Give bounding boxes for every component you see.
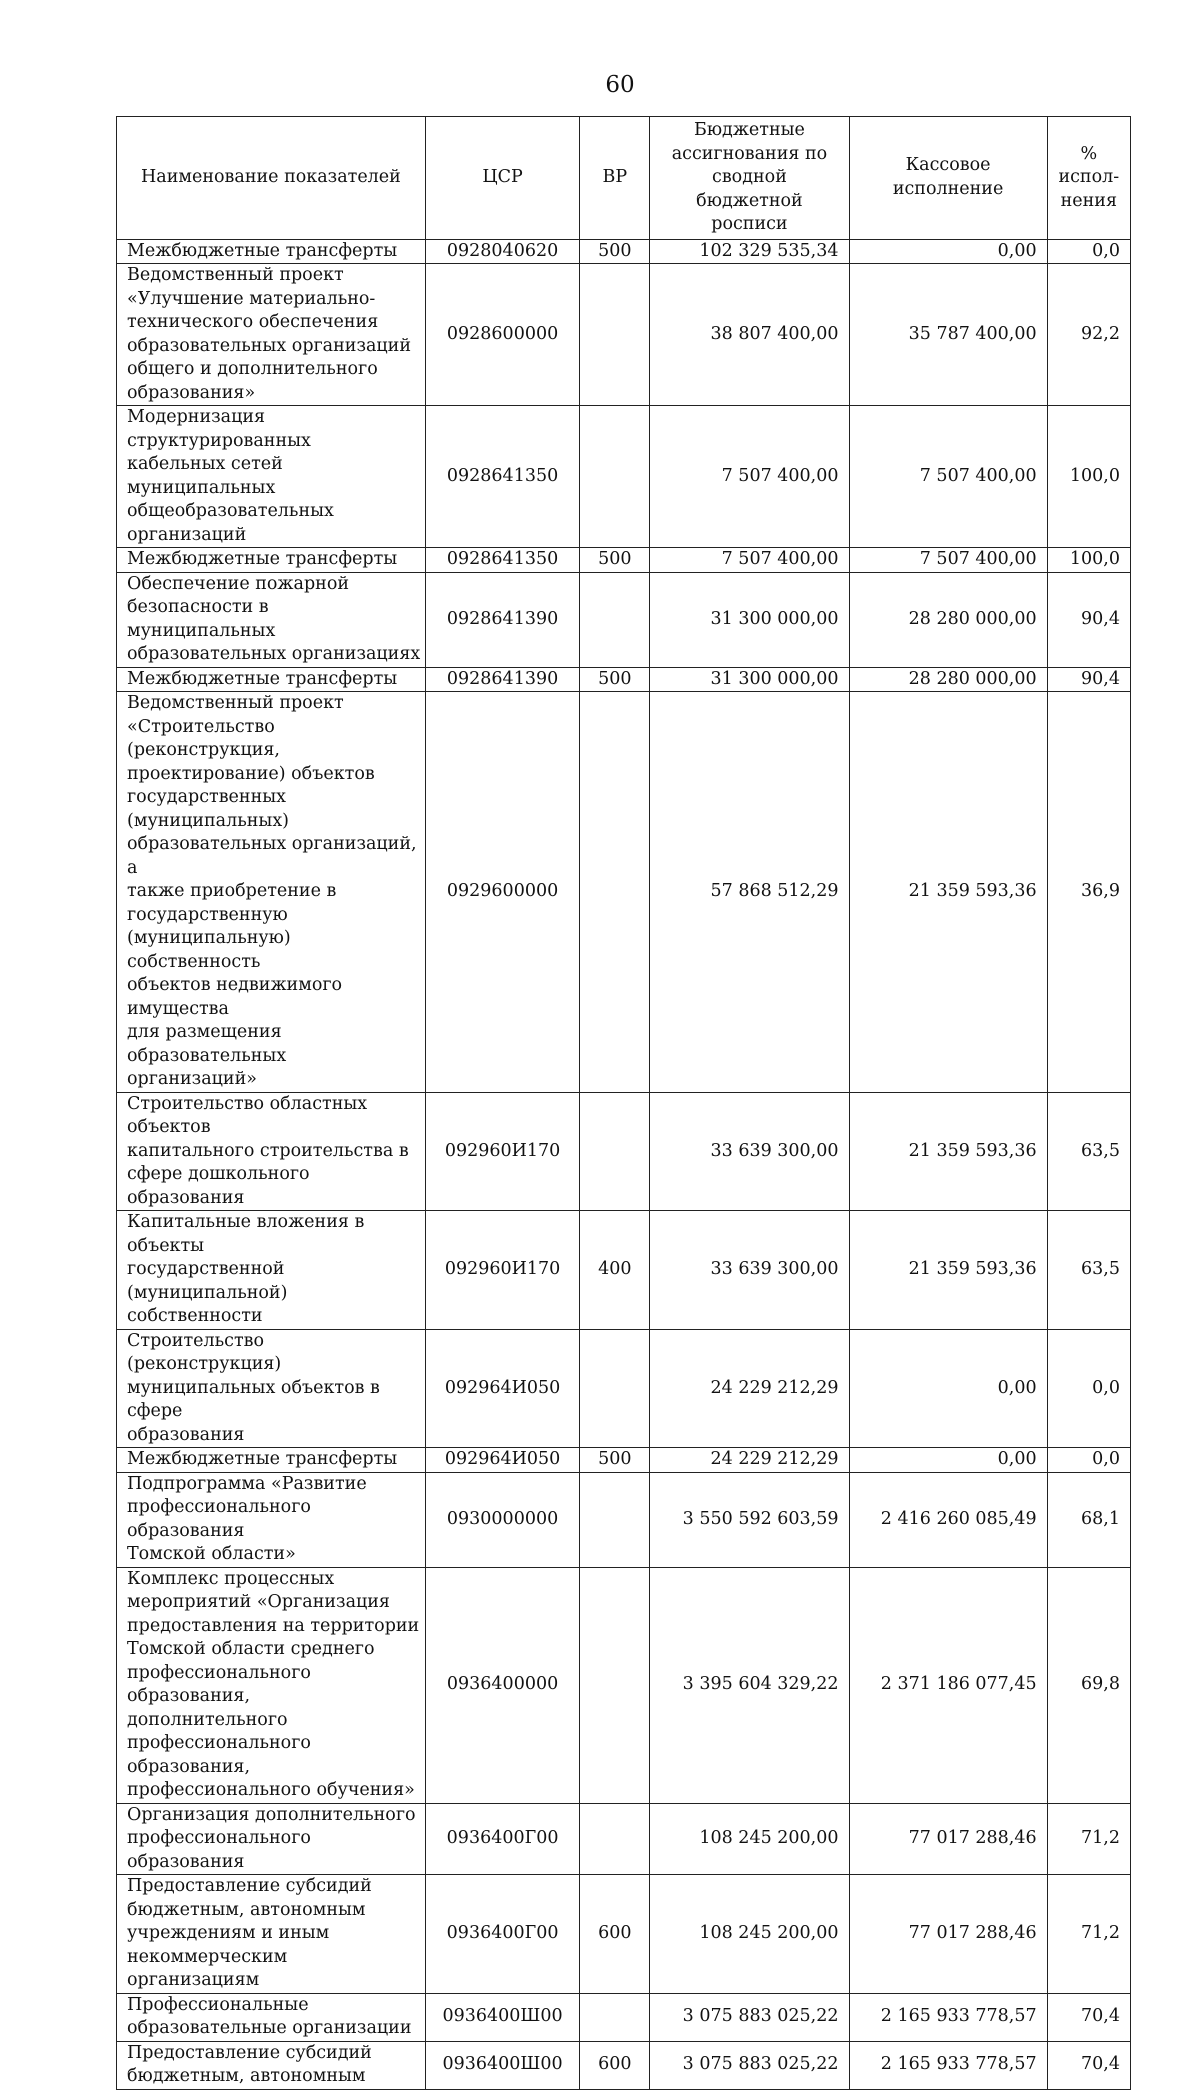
row-vr-cell: 500 [580,239,650,264]
row-name-line: для размещения образовательных [127,1022,287,1066]
row-vr-cell: 400 [580,1211,650,1330]
row-csr-cell: 0928600000 [425,264,579,406]
header-budget-line: бюджетной [696,190,803,211]
row-name-line: Межбюджетные трансферты [127,240,398,261]
row-name-cell [117,239,426,264]
row-name-line: также приобретение в [127,881,337,901]
row-name-line: профессионального образования [127,1828,311,1872]
row-name-line: муниципальных объектов в сфере [127,1377,380,1421]
row-pct-cell: 92,2 [1047,264,1130,406]
row-csr-cell: 0936400Г00 [425,1875,579,1994]
row-budget-cell: 38 807 400,00 [650,264,849,406]
row-name-line: Межбюджетные трансферты [127,668,398,689]
table-row [117,548,1131,573]
row-vr-cell [580,1803,650,1875]
row-budget-cell: 102 329 535,34 [650,239,849,264]
row-pct-cell: 63,5 [1047,1092,1130,1211]
row-name-cell [117,667,426,692]
row-csr-cell: 092964И050 [425,1448,579,1473]
row-pct-cell: 100,0 [1047,406,1130,548]
row-name-line: Межбюджетные трансферты [127,1449,398,1469]
row-budget-cell: 108 245 200,00 [650,1803,849,1875]
row-budget-cell: 31 300 000,00 [650,667,849,692]
table-row [117,667,1131,692]
row-vr-cell: 600 [580,1875,650,1994]
row-name-line: образования [127,1424,245,1445]
table-row [117,572,1131,667]
row-budget-cell: 108 245 200,00 [650,1875,849,1994]
row-vr-cell: 500 [580,548,650,573]
row-name-line: государственных (муниципальных) [127,787,290,831]
row-name-line: бюджетным, автономным [127,1899,366,1920]
row-vr-cell [580,406,650,548]
row-exec-cell: 2 371 186 077,45 [849,1567,1047,1803]
row-name-line: образовательные организации [127,2018,412,2038]
header-pct-line: испол- [1058,167,1120,187]
row-name-cell [117,1472,426,1567]
page-number: 60 [605,72,635,98]
row-csr-cell: 0936400Ш00 [425,2041,579,2089]
table-row [117,1875,1131,1994]
header-budget-line: Бюджетные [693,120,805,140]
row-name-line: (муниципальную) собственность [127,928,291,972]
header-budget [650,117,849,240]
row-name-line: Предоставление субсидий [127,1876,372,1896]
row-name-line: сфере дошкольного образования [127,1164,310,1208]
budget-execution-table [116,116,1131,2090]
row-budget-cell: 3 550 592 603,59 [650,1472,849,1567]
row-pct-cell: 71,2 [1047,1875,1130,1994]
row-vr-cell [580,692,650,1093]
row-vr-cell [580,264,650,406]
header-name: Наименование показателей [117,117,426,240]
row-name-line: образовательных организациях [127,644,421,664]
table-row [117,1448,1131,1473]
row-pct-cell: 69,8 [1047,1567,1130,1803]
row-exec-cell: 0,00 [849,1329,1047,1448]
row-name-line: технического обеспечения [127,312,379,332]
row-exec-cell: 2 416 260 085,49 [849,1472,1047,1567]
row-name-cell [117,1329,426,1448]
row-pct-cell: 0,0 [1047,239,1130,264]
row-name-line: Строительство областных объектов [127,1093,368,1137]
row-name-cell [117,1993,426,2041]
row-name-line: предоставления на территории [127,1615,420,1636]
row-exec-cell: 21 359 593,36 [849,692,1047,1093]
row-name-line: кабельных сетей муниципальных [127,454,283,498]
row-name-line: профессионального образования [127,1497,311,1541]
row-name-line: Предоставление субсидий [127,2042,372,2063]
header-budget-line: росписи [711,214,788,234]
row-budget-cell: 7 507 400,00 [650,406,849,548]
row-name-line: бюджетным, автономным [127,2066,366,2086]
table-header-row [117,117,1131,240]
row-vr-cell [580,1993,650,2041]
row-csr-cell: 092960И170 [425,1092,579,1211]
row-name-cell [117,1211,426,1330]
row-name-line: образовательных организаций, а [127,834,417,878]
row-csr-cell: 092960И170 [425,1211,579,1330]
row-name-line: Обеспечение пожарной [127,573,350,594]
header-exec-line: исполнение [892,178,1004,199]
row-exec-cell: 7 507 400,00 [849,548,1047,573]
row-name-line: Подпрограмма «Развитие [127,1473,367,1494]
row-name-line: мероприятий «Организация [127,1592,390,1612]
row-name-line: государственной (муниципальной) [127,1259,288,1303]
header-pct [1047,117,1130,240]
row-pct-cell: 100,0 [1047,548,1130,573]
row-name-line: Организация дополнительного [127,1804,416,1825]
row-exec-cell: 35 787 400,00 [849,264,1047,406]
table-row [117,239,1131,264]
row-budget-cell: 57 868 512,29 [650,692,849,1093]
row-name-line: профессионального обучения» [127,1780,415,1800]
row-budget-cell: 24 229 212,29 [650,1448,849,1473]
row-vr-cell: 600 [580,2041,650,2089]
row-name-line: объектов недвижимого имущества [127,975,343,1019]
table-body [117,239,1131,2089]
row-name-line: Ведомственный проект [127,693,344,713]
row-name-cell [117,264,426,406]
row-pct-cell: 0,0 [1047,1448,1130,1473]
header-budget-line: ассигнования по [671,143,828,164]
row-name-line: Профессиональные [127,1994,309,2015]
header-exec [849,117,1047,240]
row-vr-cell [580,1329,650,1448]
table-row [117,1329,1131,1448]
row-name-line: Комплекс процессных [127,1568,335,1589]
row-name-line: Строительство (реконструкция) [127,1330,282,1374]
row-budget-cell: 24 229 212,29 [650,1329,849,1448]
row-csr-cell: 0928040620 [425,239,579,264]
row-exec-cell: 2 165 933 778,57 [849,2041,1047,2089]
header-csr: ЦСР [425,117,579,240]
header-pct-line: % [1080,143,1098,164]
row-csr-cell: 0929600000 [425,692,579,1093]
table-row [117,406,1131,548]
row-name-line: капитального строительства в [127,1140,409,1161]
row-budget-cell: 3 075 883 025,22 [650,2041,849,2089]
row-budget-cell: 3 075 883 025,22 [650,1993,849,2041]
row-name-cell [117,572,426,667]
row-exec-cell: 77 017 288,46 [849,1803,1047,1875]
row-csr-cell: 0930000000 [425,1472,579,1567]
table-row [117,1472,1131,1567]
row-name-line: государственную [127,904,288,925]
row-name-cell [117,1092,426,1211]
row-name-cell [117,1448,426,1473]
row-name-cell [117,692,426,1093]
row-vr-cell [580,572,650,667]
row-name-line: учреждениям и иным [127,1923,330,1943]
header-exec-line: Кассовое [905,155,991,176]
row-exec-cell: 7 507 400,00 [849,406,1047,548]
row-name-line: общего и дополнительного [127,359,378,379]
row-exec-cell: 28 280 000,00 [849,572,1047,667]
row-budget-cell: 33 639 300,00 [650,1092,849,1211]
table-row [117,1567,1131,1803]
row-exec-cell: 28 280 000,00 [849,667,1047,692]
row-name-cell [117,406,426,548]
row-pct-cell: 68,1 [1047,1472,1130,1567]
row-vr-cell [580,1472,650,1567]
table-row [117,2041,1131,2089]
row-name-line: Межбюджетные трансферты [127,549,398,569]
row-vr-cell [580,1567,650,1803]
row-name-line: профессионального образования, [127,1662,311,1706]
row-name-line: дополнительного [127,1709,288,1730]
table-row [117,1211,1131,1330]
row-name-cell [117,2041,426,2089]
row-csr-cell: 0936400Г00 [425,1803,579,1875]
row-name-line: образовательных организаций [127,335,412,356]
row-csr-cell: 0928641390 [425,572,579,667]
row-name-line: Томской области» [127,1544,296,1564]
row-csr-cell: 0928641390 [425,667,579,692]
header-pct-line: нения [1060,190,1118,211]
row-name-line: проектирование) объектов [127,763,375,784]
row-csr-cell: 0928641350 [425,406,579,548]
row-pct-cell: 70,4 [1047,2041,1130,2089]
table-row [117,1092,1131,1211]
row-name-line: Томской области среднего [127,1639,375,1659]
row-name-line: образования» [127,382,256,403]
row-name-line: «Улучшение материально- [127,288,376,309]
row-pct-cell: 0,0 [1047,1329,1130,1448]
row-pct-cell: 70,4 [1047,1993,1130,2041]
row-budget-cell: 31 300 000,00 [650,572,849,667]
row-exec-cell: 21 359 593,36 [849,1092,1047,1211]
row-vr-cell: 500 [580,667,650,692]
row-csr-cell: 092964И050 [425,1329,579,1448]
row-exec-cell: 0,00 [849,1448,1047,1473]
row-name-line: Ведомственный проект [127,265,344,285]
table-row [117,692,1131,1093]
row-budget-cell: 3 395 604 329,22 [650,1567,849,1803]
row-vr-cell: 500 [580,1448,650,1473]
table-row [117,1803,1131,1875]
header-budget-line: сводной [712,167,787,187]
row-name-line: собственности [127,1306,263,1326]
row-exec-cell: 77 017 288,46 [849,1875,1047,1994]
row-pct-cell: 71,2 [1047,1803,1130,1875]
row-name-line: Модернизация структурированных [127,407,311,451]
row-exec-cell: 0,00 [849,239,1047,264]
row-csr-cell: 0936400Ш00 [425,1993,579,2041]
row-name-cell [117,1803,426,1875]
row-csr-cell: 0928641350 [425,548,579,573]
row-budget-cell: 33 639 300,00 [650,1211,849,1330]
row-name-line: общеобразовательных организаций [127,501,334,545]
row-name-cell [117,548,426,573]
row-exec-cell: 2 165 933 778,57 [849,1993,1047,2041]
row-exec-cell: 21 359 593,36 [849,1211,1047,1330]
row-pct-cell: 36,9 [1047,692,1130,1093]
row-name-line: «Строительство (реконструкция, [127,716,280,760]
header-vr: ВР [580,117,650,240]
table-row [117,264,1131,406]
row-pct-cell: 90,4 [1047,572,1130,667]
row-name-line: некоммерческим организациям [127,1946,288,1990]
row-name-line: организаций» [127,1069,257,1089]
row-budget-cell: 7 507 400,00 [650,548,849,573]
row-name-line: безопасности в муниципальных [127,597,276,641]
row-vr-cell [580,1092,650,1211]
row-pct-cell: 63,5 [1047,1211,1130,1330]
row-name-cell [117,1875,426,1994]
row-csr-cell: 0936400000 [425,1567,579,1803]
row-pct-cell: 90,4 [1047,667,1130,692]
table-row [117,1993,1131,2041]
row-name-line: профессионального образования, [127,1733,311,1777]
row-name-cell [117,1567,426,1803]
row-name-line: Капитальные вложения в объекты [127,1212,365,1256]
